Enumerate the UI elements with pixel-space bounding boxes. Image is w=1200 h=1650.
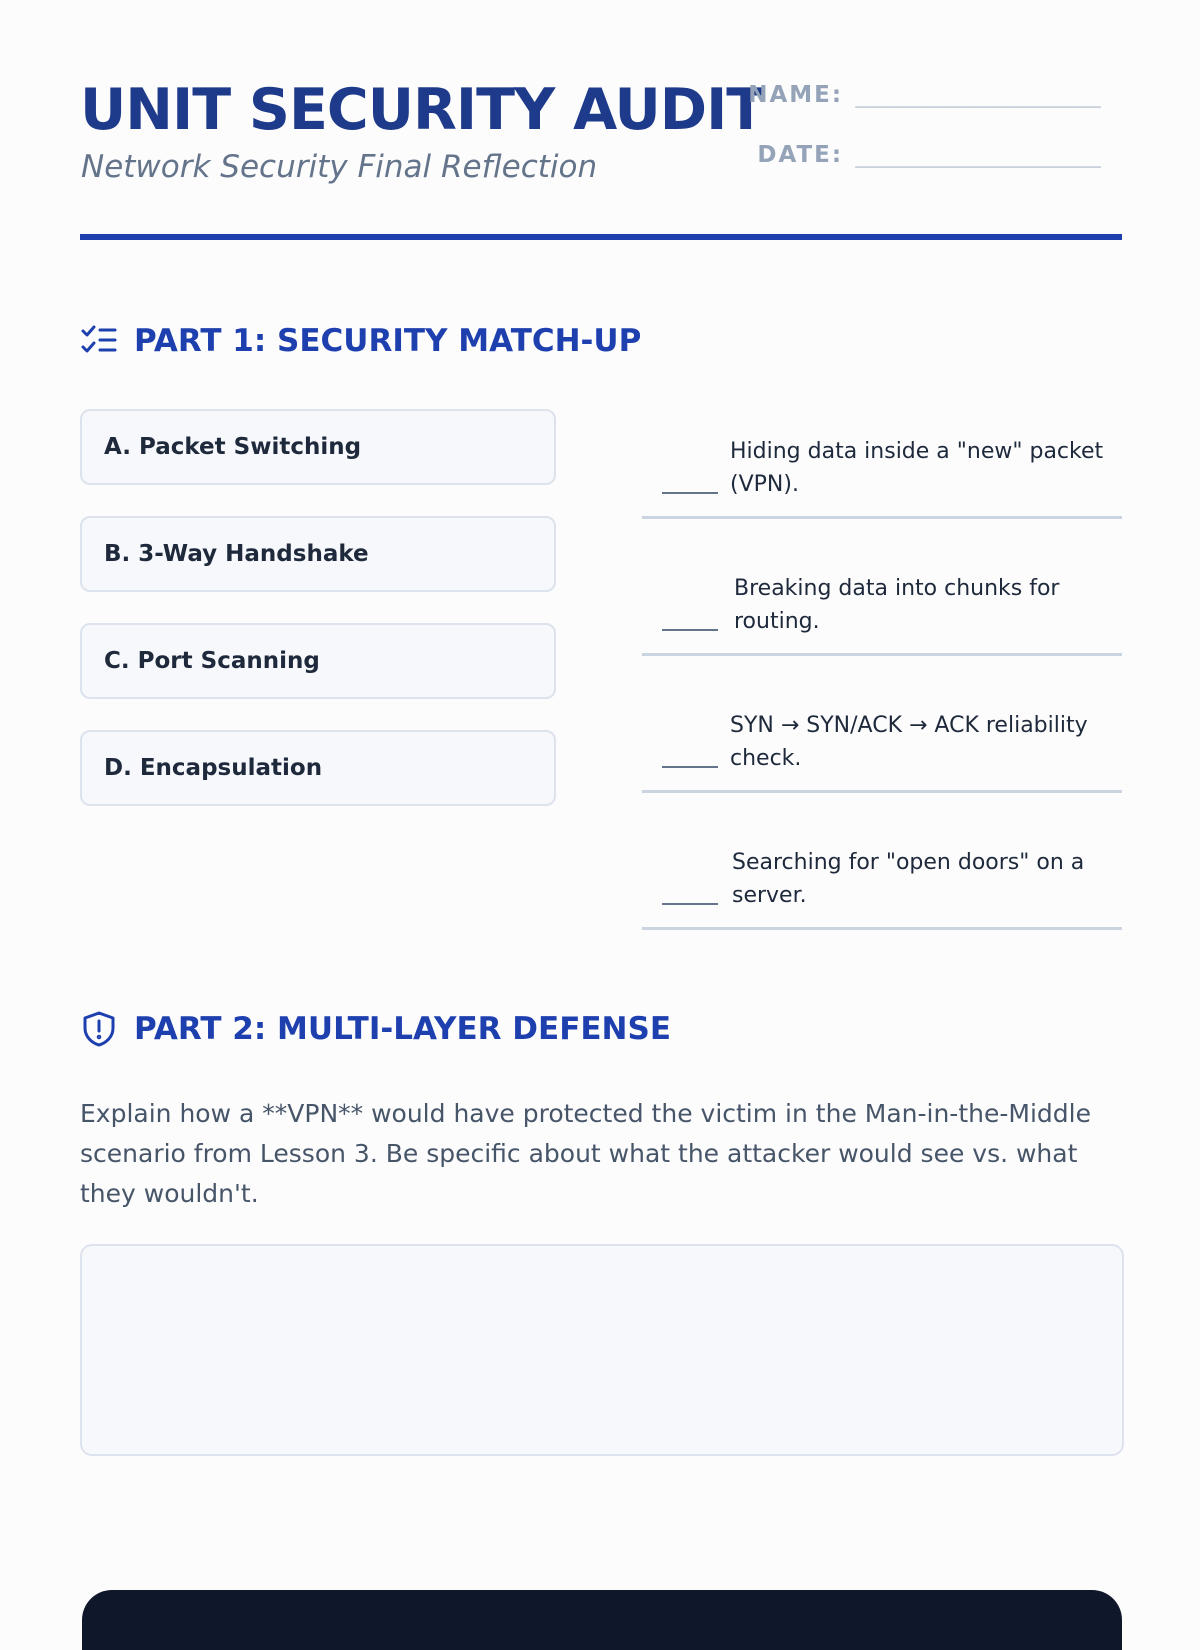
definition-text: SYN → SYN/ACK → ACK reliability check. <box>730 713 1088 771</box>
answer-blank[interactable] <box>662 629 718 631</box>
part2-heading-label: PART 2: MULTI-LAYER DEFENSE <box>134 1011 672 1047</box>
name-blank-line[interactable]: ____________________ <box>855 83 1100 108</box>
part1-heading <box>80 322 641 360</box>
name-field[interactable] <box>748 82 1100 108</box>
term-card-b: B. 3-Way Handshake <box>80 516 556 592</box>
date-blank-line[interactable]: ____________________ <box>855 143 1100 168</box>
date-field[interactable] <box>757 142 1100 168</box>
answer-textbox[interactable] <box>80 1244 1124 1456</box>
definition-text: Hiding data inside a "new" packet (VPN). <box>730 439 1104 497</box>
part1-heading-label: PART 1: SECURITY MATCH-UP <box>134 323 642 359</box>
name-label: NAME: <box>748 82 844 108</box>
answer-blank[interactable] <box>662 903 718 905</box>
definition-text: Breaking data into chunks for routing. <box>734 576 1060 634</box>
answer-blank[interactable] <box>662 766 718 768</box>
definition-row-2 <box>642 552 1122 656</box>
term-card-c: C. Port Scanning <box>80 623 556 699</box>
header-divider <box>80 234 1122 240</box>
page-title: UNIT SECURITY AUDIT <box>80 77 765 143</box>
answer-blank[interactable] <box>662 492 718 494</box>
definition-row-4 <box>642 826 1122 930</box>
date-label: DATE: <box>757 142 844 168</box>
page-subtitle: Network Security Final Reflection <box>81 149 598 185</box>
definition-text: Searching for "open doors" on a server. <box>732 850 1085 908</box>
term-card-d: D. Encapsulation <box>80 730 556 806</box>
part2-heading <box>80 1010 671 1048</box>
shield-alert-icon <box>80 1010 118 1048</box>
definition-row-1 <box>642 415 1122 519</box>
definition-row-3 <box>642 689 1122 793</box>
question-prompt: Explain how a **VPN** would have protected the victim in the Man-in-the-Middle scenario from Lesson 3. Be specific about what the attacker would see vs. what they wouldn't. <box>80 1099 1091 1208</box>
term-card-a: A. Packet Switching <box>80 409 556 485</box>
footer-bar <box>82 1590 1122 1650</box>
checklist-icon <box>80 322 118 360</box>
